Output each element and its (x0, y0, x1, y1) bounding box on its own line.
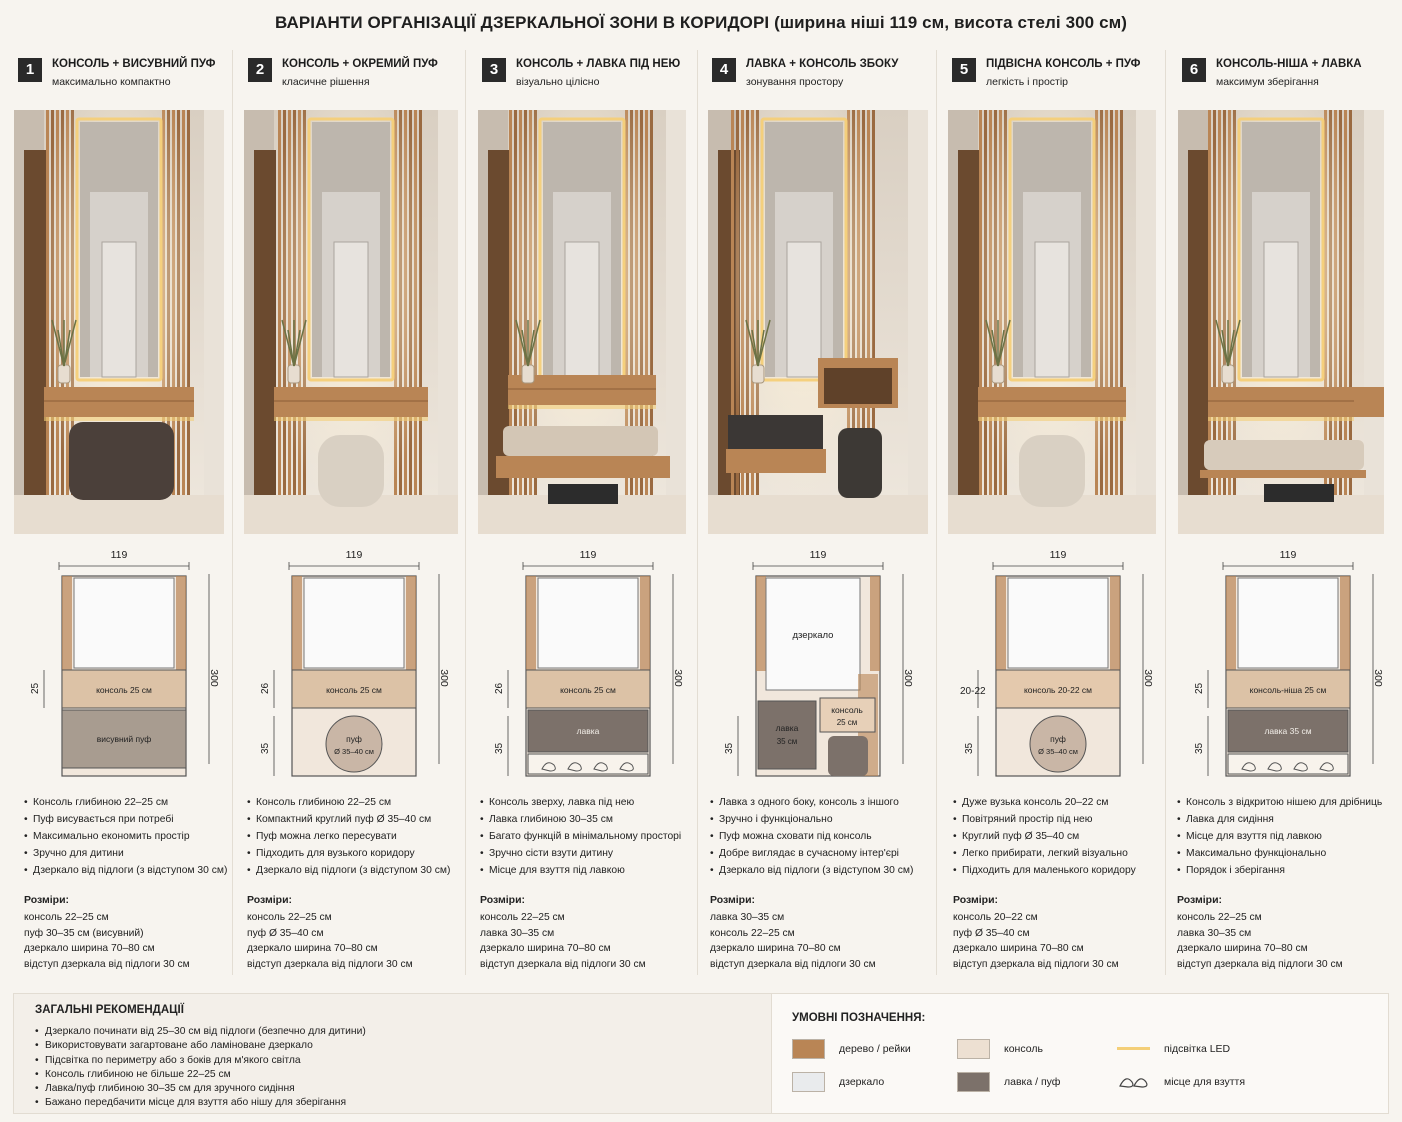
pouf-label: пуф (346, 734, 362, 744)
feature-item: • Місце для взуття під лавкою (1177, 828, 1382, 845)
recommendations-list (35, 1025, 366, 1111)
feature-item: • Лавка для сидіння (1177, 811, 1382, 828)
depth-bottom-label: 35 (1194, 742, 1205, 754)
feature-item: • Консоль з відкритою нішею для дрібниць (1177, 794, 1382, 811)
size-item: дзеркало ширина 70–80 см (480, 943, 611, 955)
feature-item: • Пуф можна сховати під консоль (710, 828, 913, 845)
feature-item: • Компактний круглий пуф Ø 35–40 см (247, 811, 450, 828)
variant-subtitle: максимум зберігання (1216, 76, 1319, 88)
size-item: пуф Ø 35–40 см (247, 927, 324, 939)
sizes-title: Розміри: (480, 894, 526, 906)
console-label: консоль-ніша 25 см (1249, 685, 1327, 695)
feature-item: • Дзеркало від підлоги (з відступом 30 см) (710, 862, 913, 879)
depth-top-label: 26 (494, 682, 505, 694)
recommendation-item: • Використовувати загартоване або ламіноване дзеркало (35, 1039, 366, 1053)
depth-top-label: 20-22 (960, 686, 986, 697)
feature-item: • Круглий пуф Ø 35–40 см (953, 828, 1136, 845)
legend-item (957, 1072, 1117, 1094)
feature-item: • Дуже вузька консоль 20–22 см (953, 794, 1136, 811)
sizes-title: Розміри: (953, 894, 999, 906)
plan-height-label: 300 (1372, 669, 1384, 687)
legend (771, 994, 1388, 1113)
size-item: відступ дзеркала від підлоги 30 см (24, 958, 190, 970)
plan-height-label: 300 (208, 669, 220, 687)
led-line-icon (1117, 1047, 1150, 1050)
legend-swatch (792, 1039, 825, 1059)
variant-title: ЛАВКА + КОНСОЛЬ ЗБОКУ (746, 58, 899, 70)
sizes-list (1177, 910, 1343, 972)
feature-item: • Консоль глибиною 22–25 см (24, 794, 227, 811)
feature-item: • Лавка з одного боку, консоль з іншого (710, 794, 913, 811)
feature-item: • Консоль зверху, лавка під нею (480, 794, 681, 811)
size-item: консоль 22–25 см (710, 927, 795, 939)
feature-item: • Підходить для маленького коридору (953, 862, 1136, 879)
legend-label: підсвітка LED (1164, 1043, 1231, 1055)
console-size-label: 25 см (836, 718, 858, 727)
feature-item: • Зручно і функціонально (710, 811, 913, 828)
lower-unit-label: лавка 35 см (1264, 726, 1312, 736)
feature-item: • Дзеркало від підлоги (з відступом 30 см) (24, 862, 227, 879)
size-item: пуф 30–35 см (висувний) (24, 927, 144, 939)
plan-height-label: 300 (902, 669, 914, 687)
size-item: консоль 22–25 см (247, 912, 332, 923)
variant-subtitle: легкість і простір (986, 76, 1069, 88)
feature-item: • Консоль глибиною 22–25 см (247, 794, 450, 811)
depth-top-label: 26 (260, 682, 271, 694)
size-item: відступ дзеркала від підлоги 30 см (710, 958, 876, 970)
recommendation-item: • Консоль глибиною не більше 22–25 см (35, 1068, 366, 1082)
pouf-label: пуф (1050, 734, 1066, 744)
depth-top-label: 25 (1194, 682, 1205, 694)
feature-item: • Максимально функціонально (1177, 845, 1382, 862)
variant-subtitle: візуально цілісно (516, 76, 600, 88)
size-item: відступ дзеркала від підлоги 30 см (1177, 958, 1343, 970)
depth-bottom-label: 35 (724, 742, 735, 754)
plan-width-label: 119 (1279, 549, 1297, 561)
plan-width-label: 119 (110, 549, 128, 561)
size-item: лавка 30–35 см (710, 912, 785, 923)
depth-top-label: 25 (30, 682, 41, 694)
pouf-size-label: Ø 35–40 см (334, 747, 374, 756)
lower-unit-label: висувний пуф (96, 734, 152, 744)
legend-label: місце для взуття (1164, 1076, 1246, 1088)
size-item: дзеркало ширина 70–80 см (24, 943, 155, 955)
recommendation-item: • Бажано передбачити місце для взуття або нішу для зберігання (35, 1096, 366, 1110)
legend-item (957, 1039, 1117, 1061)
legend-swatch (957, 1039, 990, 1059)
size-item: консоль 22–25 см (24, 912, 109, 923)
variant-title: КОНСОЛЬ + ЛАВКА ПІД НЕЮ (516, 58, 681, 70)
bottom-panel (13, 993, 1389, 1114)
recommendation-item: • Дзеркало починати від 25–30 см від підлоги (безпечно для дитини) (35, 1025, 366, 1039)
feature-list (1177, 794, 1382, 879)
variant-number: 6 (1182, 58, 1206, 82)
plan-width-label: 119 (1049, 549, 1067, 561)
variant-subtitle: зонування простору (746, 76, 844, 88)
shoes-icon (1117, 1072, 1150, 1092)
feature-item: • Добре виглядає в сучасному інтер'єрі (710, 845, 913, 862)
variant-header (1182, 58, 1402, 94)
feature-item: • Дзеркало від підлоги (з відступом 30 см) (247, 862, 450, 879)
plan-width-label: 119 (345, 549, 363, 561)
legend-item (1117, 1072, 1277, 1094)
size-item: консоль 20–22 см (953, 912, 1038, 923)
recommendations-title: ЗАГАЛЬНІ РЕКОМЕНДАЦІЇ (35, 1004, 184, 1016)
size-item: відступ дзеркала від підлоги 30 см (247, 958, 413, 970)
feature-item: • Місце для взуття під лавкою (480, 862, 681, 879)
size-item: дзеркало ширина 70–80 см (247, 943, 378, 955)
size-item: лавка 30–35 см (1177, 927, 1252, 939)
recommendation-item: • Лавка/пуф глибиною 30–35 см для зручного сидіння (35, 1082, 366, 1096)
size-item: лавка 30–35 см (480, 927, 555, 939)
feature-item: • Пуф висувається при потребі (24, 811, 227, 828)
feature-item: • Зручно сісти взути дитину (480, 845, 681, 862)
size-item: дзеркало ширина 70–80 см (953, 943, 1084, 955)
sizes-title: Розміри: (247, 894, 293, 906)
size-item: консоль 22–25 см (1177, 912, 1262, 923)
plan-width-label: 119 (579, 549, 597, 561)
depth-bottom-label: 35 (260, 742, 271, 754)
legend-swatch (792, 1072, 825, 1092)
lower-unit-label: лавка (576, 726, 600, 736)
legend-item (1117, 1039, 1277, 1061)
legend-label: консоль (1004, 1043, 1043, 1055)
feature-item: • Багато функцій в мінімальному просторі (480, 828, 681, 845)
sizes-title: Розміри: (24, 894, 70, 906)
recommendation-item: • Підсвітка по периметру або з боків для м'якого світла (35, 1054, 366, 1068)
variant-number: 1 (18, 58, 42, 82)
depth-bottom-label: 35 (964, 742, 975, 754)
interior-render (1178, 110, 1384, 534)
mirror-label: дзеркало (792, 630, 834, 641)
variant-number: 4 (712, 58, 736, 82)
legend-item (792, 1039, 952, 1061)
plan-width-label: 119 (809, 549, 827, 561)
variant-title: КОНСОЛЬ + ОКРЕМИЙ ПУФ (282, 58, 438, 70)
console-label: консоль 25 см (96, 685, 152, 695)
page-title: ВАРІАНТИ ОРГАНІЗАЦІЇ ДЗЕРКАЛЬНОЇ ЗОНИ В КОРИДОРІ (ширина ніші 119 см, висота стелі 300 см) (274, 13, 1128, 32)
pouf-size-label: Ø 35–40 см (1038, 747, 1078, 756)
console-label: консоль 25 см (560, 685, 616, 695)
bench-label: лавка (775, 723, 799, 733)
feature-item: • Зручно для дитини (24, 845, 227, 862)
variant-number: 5 (952, 58, 976, 82)
depth-bottom-label: 35 (494, 742, 505, 754)
size-item: відступ дзеркала від підлоги 30 см (953, 958, 1119, 970)
sizes-title: Розміри: (710, 894, 756, 906)
variant-title: КОНСОЛЬ + ВИСУВНИЙ ПУФ (52, 58, 216, 70)
floor-plan (1188, 546, 1388, 786)
bench-size-label: 35 см (776, 737, 798, 746)
plan-height-label: 300 (1142, 669, 1154, 687)
variant-6 (0, 48, 1402, 978)
legend-label: дзеркало (839, 1076, 885, 1088)
legend-label: дерево / рейки (839, 1043, 911, 1055)
plan-height-label: 300 (672, 669, 684, 687)
feature-item: • Легко прибирати, легкий візуально (953, 845, 1136, 862)
console-label: консоль 20-22 см (1023, 685, 1093, 695)
sizes-title: Розміри: (1177, 894, 1223, 906)
variant-subtitle: максимально компактно (52, 76, 171, 88)
variant-title: КОНСОЛЬ-НІША + ЛАВКА (1216, 58, 1362, 70)
size-item: консоль 22–25 см (480, 912, 565, 923)
size-item: відступ дзеркала від підлоги 30 см (480, 958, 646, 970)
feature-item: • Максимально економить простір (24, 828, 227, 845)
console-label: консоль (831, 705, 863, 715)
size-item: дзеркало ширина 70–80 см (710, 943, 841, 955)
feature-item: • Лавка глибиною 30–35 см (480, 811, 681, 828)
recommendations (14, 994, 771, 1113)
variant-title: ПІДВІСНА КОНСОЛЬ + ПУФ (986, 58, 1141, 70)
size-item: дзеркало ширина 70–80 см (1177, 943, 1308, 955)
feature-item: • Пуф можна легко пересувати (247, 828, 450, 845)
legend-swatch (957, 1072, 990, 1092)
legend-title: УМОВНІ ПОЗНАЧЕННЯ: (792, 1012, 926, 1024)
variant-number: 2 (248, 58, 272, 82)
variant-number: 3 (482, 58, 506, 82)
variant-subtitle: класичне рішення (282, 76, 370, 88)
feature-item: • Порядок і зберігання (1177, 862, 1382, 879)
size-item: пуф Ø 35–40 см (953, 927, 1030, 939)
console-label: консоль 25 см (326, 685, 382, 695)
plan-height-label: 300 (438, 669, 450, 687)
legend-item (792, 1072, 952, 1094)
feature-item: • Підходить для вузького коридору (247, 845, 450, 862)
legend-label: лавка / пуф (1004, 1076, 1061, 1088)
feature-item: • Повітряний простір під нею (953, 811, 1136, 828)
